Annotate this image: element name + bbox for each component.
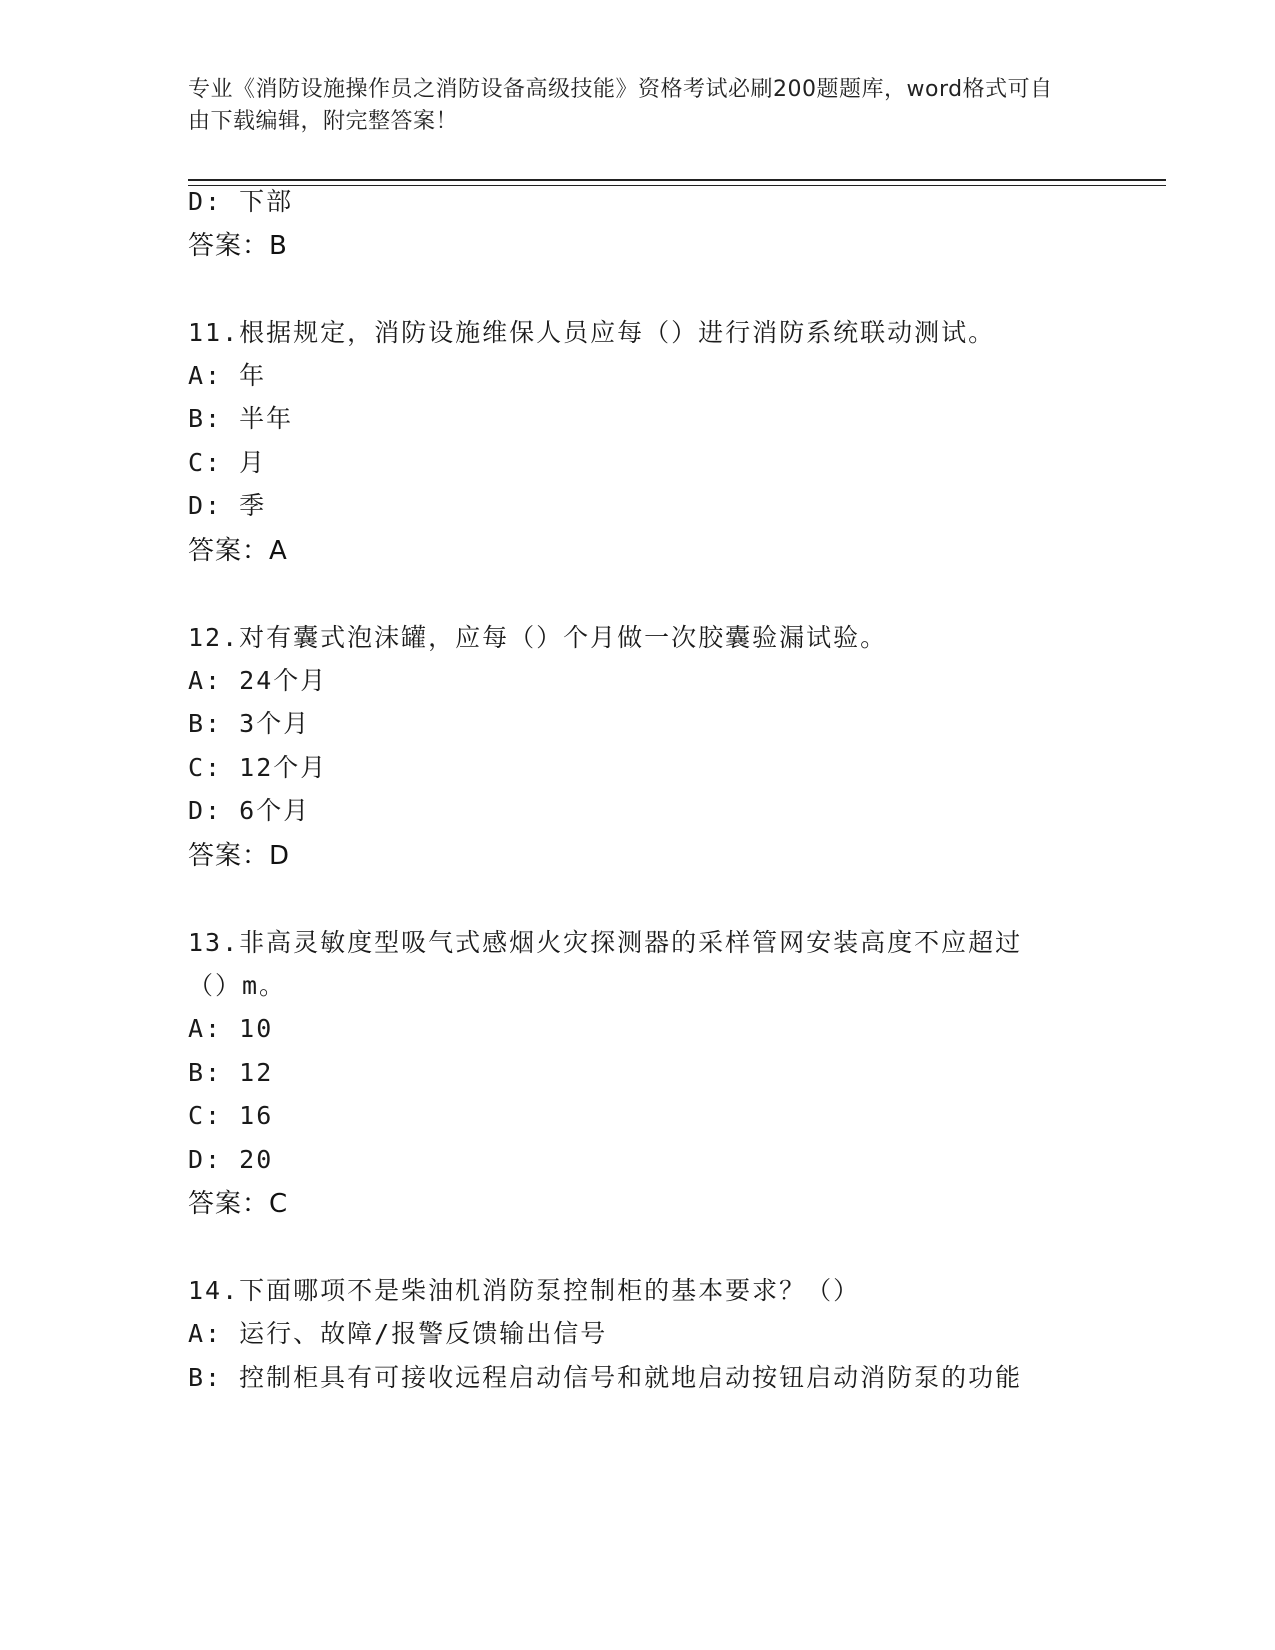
q11-option-b: B: 半年: [188, 404, 294, 433]
q13-stem-line2: （）m。: [188, 971, 287, 1000]
q10-answer: 答案：B: [188, 231, 288, 261]
q13-option-b: B: 12: [188, 1058, 274, 1087]
header-divider-thin: [188, 185, 1166, 186]
q13-option-a: A: 10: [188, 1014, 274, 1043]
q14-option-b: B: 控制柜具有可接收远程启动信号和就地启动按钮启动消防泵的功能: [188, 1363, 1023, 1392]
q13-option-d: D: 20: [188, 1145, 274, 1174]
q12-option-d: D: 6个月: [188, 796, 311, 825]
header-divider-thick: [188, 179, 1166, 181]
q11-answer: 答案：A: [188, 536, 288, 566]
q13-answer: 答案：C: [188, 1189, 289, 1219]
document-header: 专业《消防设施操作员之消防设备高级技能》资格考试必刷200题题库，word格式可自由下载编辑，附完整答案！: [188, 77, 1053, 134]
q11-option-d: D: 季: [188, 491, 267, 520]
q11-option-a: A: 年: [188, 361, 267, 390]
q14-stem: 14.下面哪项不是柴油机消防泵控制柜的基本要求？（）: [188, 1276, 861, 1305]
q11-stem: 11.根据规定，消防设施维保人员应每（）进行消防系统联动测试。: [188, 318, 996, 347]
q14-option-a: A: 运行、故障/报警反馈输出信号: [188, 1319, 608, 1348]
q12-option-b: B: 3个月: [188, 709, 311, 738]
q12-option-c: C: 12个月: [188, 753, 328, 782]
q13-stem-line1: 13.非高灵敏度型吸气式感烟火灾探测器的采样管网安装高度不应超过: [188, 928, 1023, 957]
q13-option-c: C: 16: [188, 1101, 274, 1130]
q10-option-d: D: 下部: [188, 187, 294, 216]
q11-option-c: C: 月: [188, 448, 267, 477]
q12-option-a: A: 24个月: [188, 666, 328, 695]
q12-stem: 12.对有囊式泡沫罐，应每（）个月做一次胶囊验漏试验。: [188, 623, 888, 652]
q12-answer: 答案：D: [188, 841, 291, 871]
